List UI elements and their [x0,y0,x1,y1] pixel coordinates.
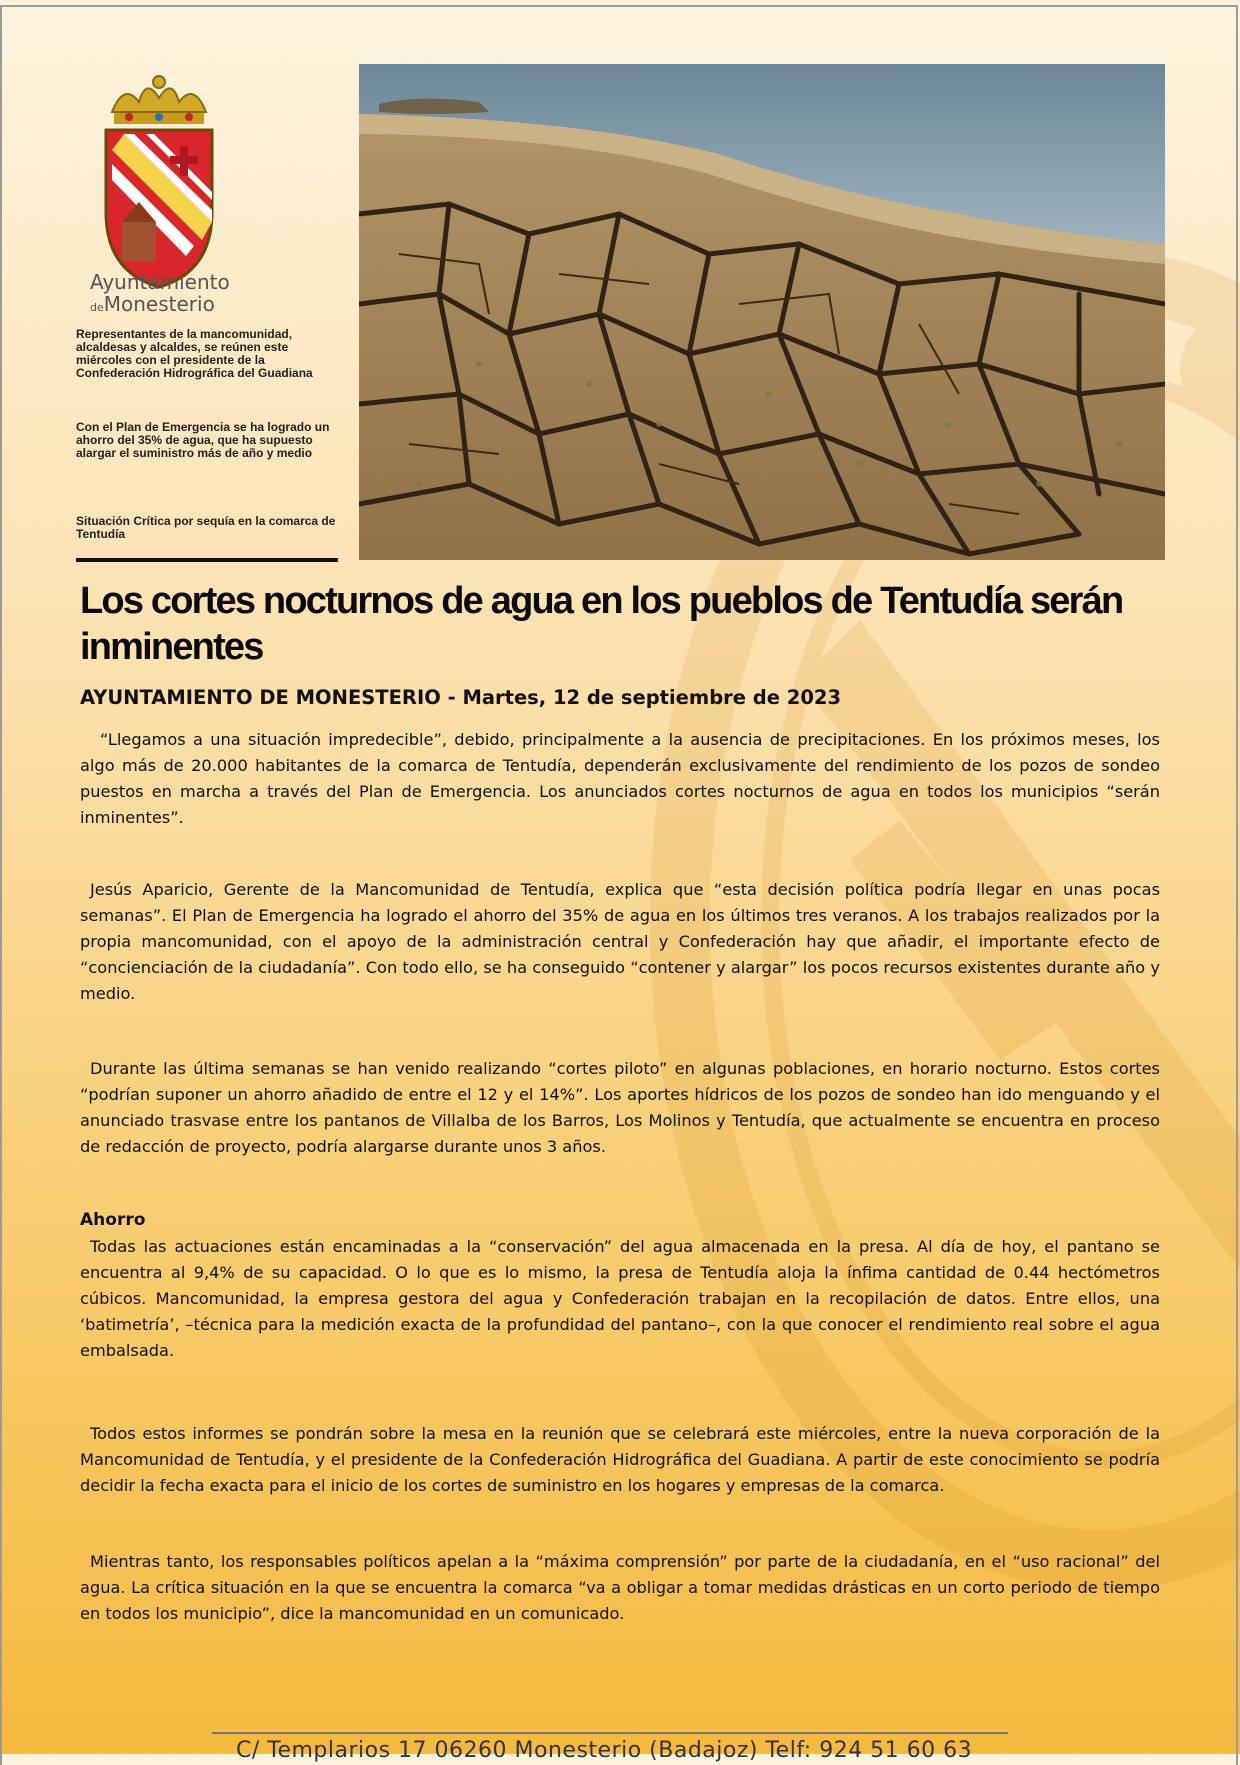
section-heading-ahorro: Ahorro [80,1210,146,1230]
article-headline: Los cortes nocturnos de agua en los pueblos de Tentudía serán inminentes [80,580,1123,668]
crown-icon [112,76,206,124]
sidebar-note-meeting: Representantes de la mancomunidad, alcaldesas y alcaldes, se reúnen este miércoles con el presidente de la Confederación Hidrográfica del Guadiana [76,327,313,380]
logo-title-line1: Ayuntamiento [90,270,230,294]
dry-reservoir-photo [359,64,1165,560]
paragraph-comunicado: Mientras tanto, los responsables políticos apelan a la “máxima comprensión” por parte de la ciudadanía, en el “uso racional” del agua. La crítica situación en la que se encuentra la comarca “va a obligar a tomar medidas drásticas en un corto periodo de tiempo en todos los municipio”, dice la mancomunidad en un comunicado. [80,1552,1160,1623]
paragraph-ahorro: Todas las actuaciones están encaminadas a la “conservación” del agua almacenada en la presa. Al día de hoy, el pantano se encuentra al 9,4% de su capacidad. O lo que es lo mismo, la presa de Tentudía aloja la ínfima cantidad de 0.44 hectómetros cúbicos. Mancomunidad, la empresa gestora del agua y Confederación trabajan en la recopilación de datos. Entre ellos, una ‘batimetría’, –técnica para la medición exacta de la profundidad del pantano–, con la que conocer el rendimiento real sobre el agua embalsada. [80,1237,1160,1360]
paragraph-intro: “Llegamos a una situación impredecible”, debido, principalmente a la ausencia de precipitaciones. En los próximos meses, los algo más de 20.000 habitantes de la comarca de Tentudía, dependerán exclusivamente del rendimiento de los pozos de sondeo puestos en marcha a través del Plan de Emergencia. Los anunciados cortes nocturnos de agua en todos los municipios “serán inminentes”. [80,730,1160,827]
paragraph-reunion: Todos estos informes se pondrán sobre la mesa en la reunión que se celebrará este miércoles, entre la nueva corporación de la Mancomunidad de Tentudía, y el presidente de la Confederación Hidrográfica del Guadiana. A partir de este conocimiento se podría decidir la fecha exacta para el inicio de los cortes de suministro en los hogares y empresas de la comarca. [80,1424,1160,1495]
logo-title-line2 [90,292,215,316]
sidebar-note-drought: Situación Crítica por sequía en la comarca de Tentudía [76,514,336,541]
article-byline: AYUNTAMIENTO DE MONESTERIO - Martes, 12 de septiembre de 2023 [80,686,842,709]
footer-address: C/ Templarios 17 06260 Monesterio (Badajoz) Telf: 924 51 60 63 [236,1738,973,1763]
logo-title-prefix: de [90,301,104,314]
coat-of-arms-logo [84,72,234,302]
logo-title-town: Monesterio [103,292,215,316]
shield-icon [106,130,212,287]
footer-divider [212,1732,1008,1734]
sidebar-divider [76,558,338,562]
sidebar-note-savings: Con el Plan de Emergencia se ha logrado un ahorro del 35% de agua, que ha supuesto alargar el suministro más de año y medio [76,420,330,460]
paragraph-aparicio: Jesús Aparicio, Gerente de la Mancomunidad de Tentudía, explica que “esta decisión política podría llegar en unas pocas semanas”. El Plan de Emergencia ha logrado el ahorro del 35% de agua en los últimos tres veranos. A los trabajos realizados por la propia mancomunidad, con el apoyo de la administración central y Confederación hay que añadir, el importante efecto de “concienciación de la ciudadanía”. Con todo ello, se ha conseguido “contener y alargar” los pocos recursos existentes durante año y medio. [80,880,1160,1003]
paragraph-cortes-piloto: Durante las última semanas se han venido realizando “cortes piloto” en algunas poblaciones, en horario nocturno. Estos cortes “podrían suponer un ahorro añadido de entre el 12 y el 14%”. Los aportes hídricos de los pozos de sondeo han ido menguando y el anunciado trasvase entre los pantanos de Villalba de los Barros, Los Molinos y Tentudía, que actualmente se encuentra en proceso de redacción de proyecto, podría alargarse durante unos 3 años. [80,1059,1160,1156]
